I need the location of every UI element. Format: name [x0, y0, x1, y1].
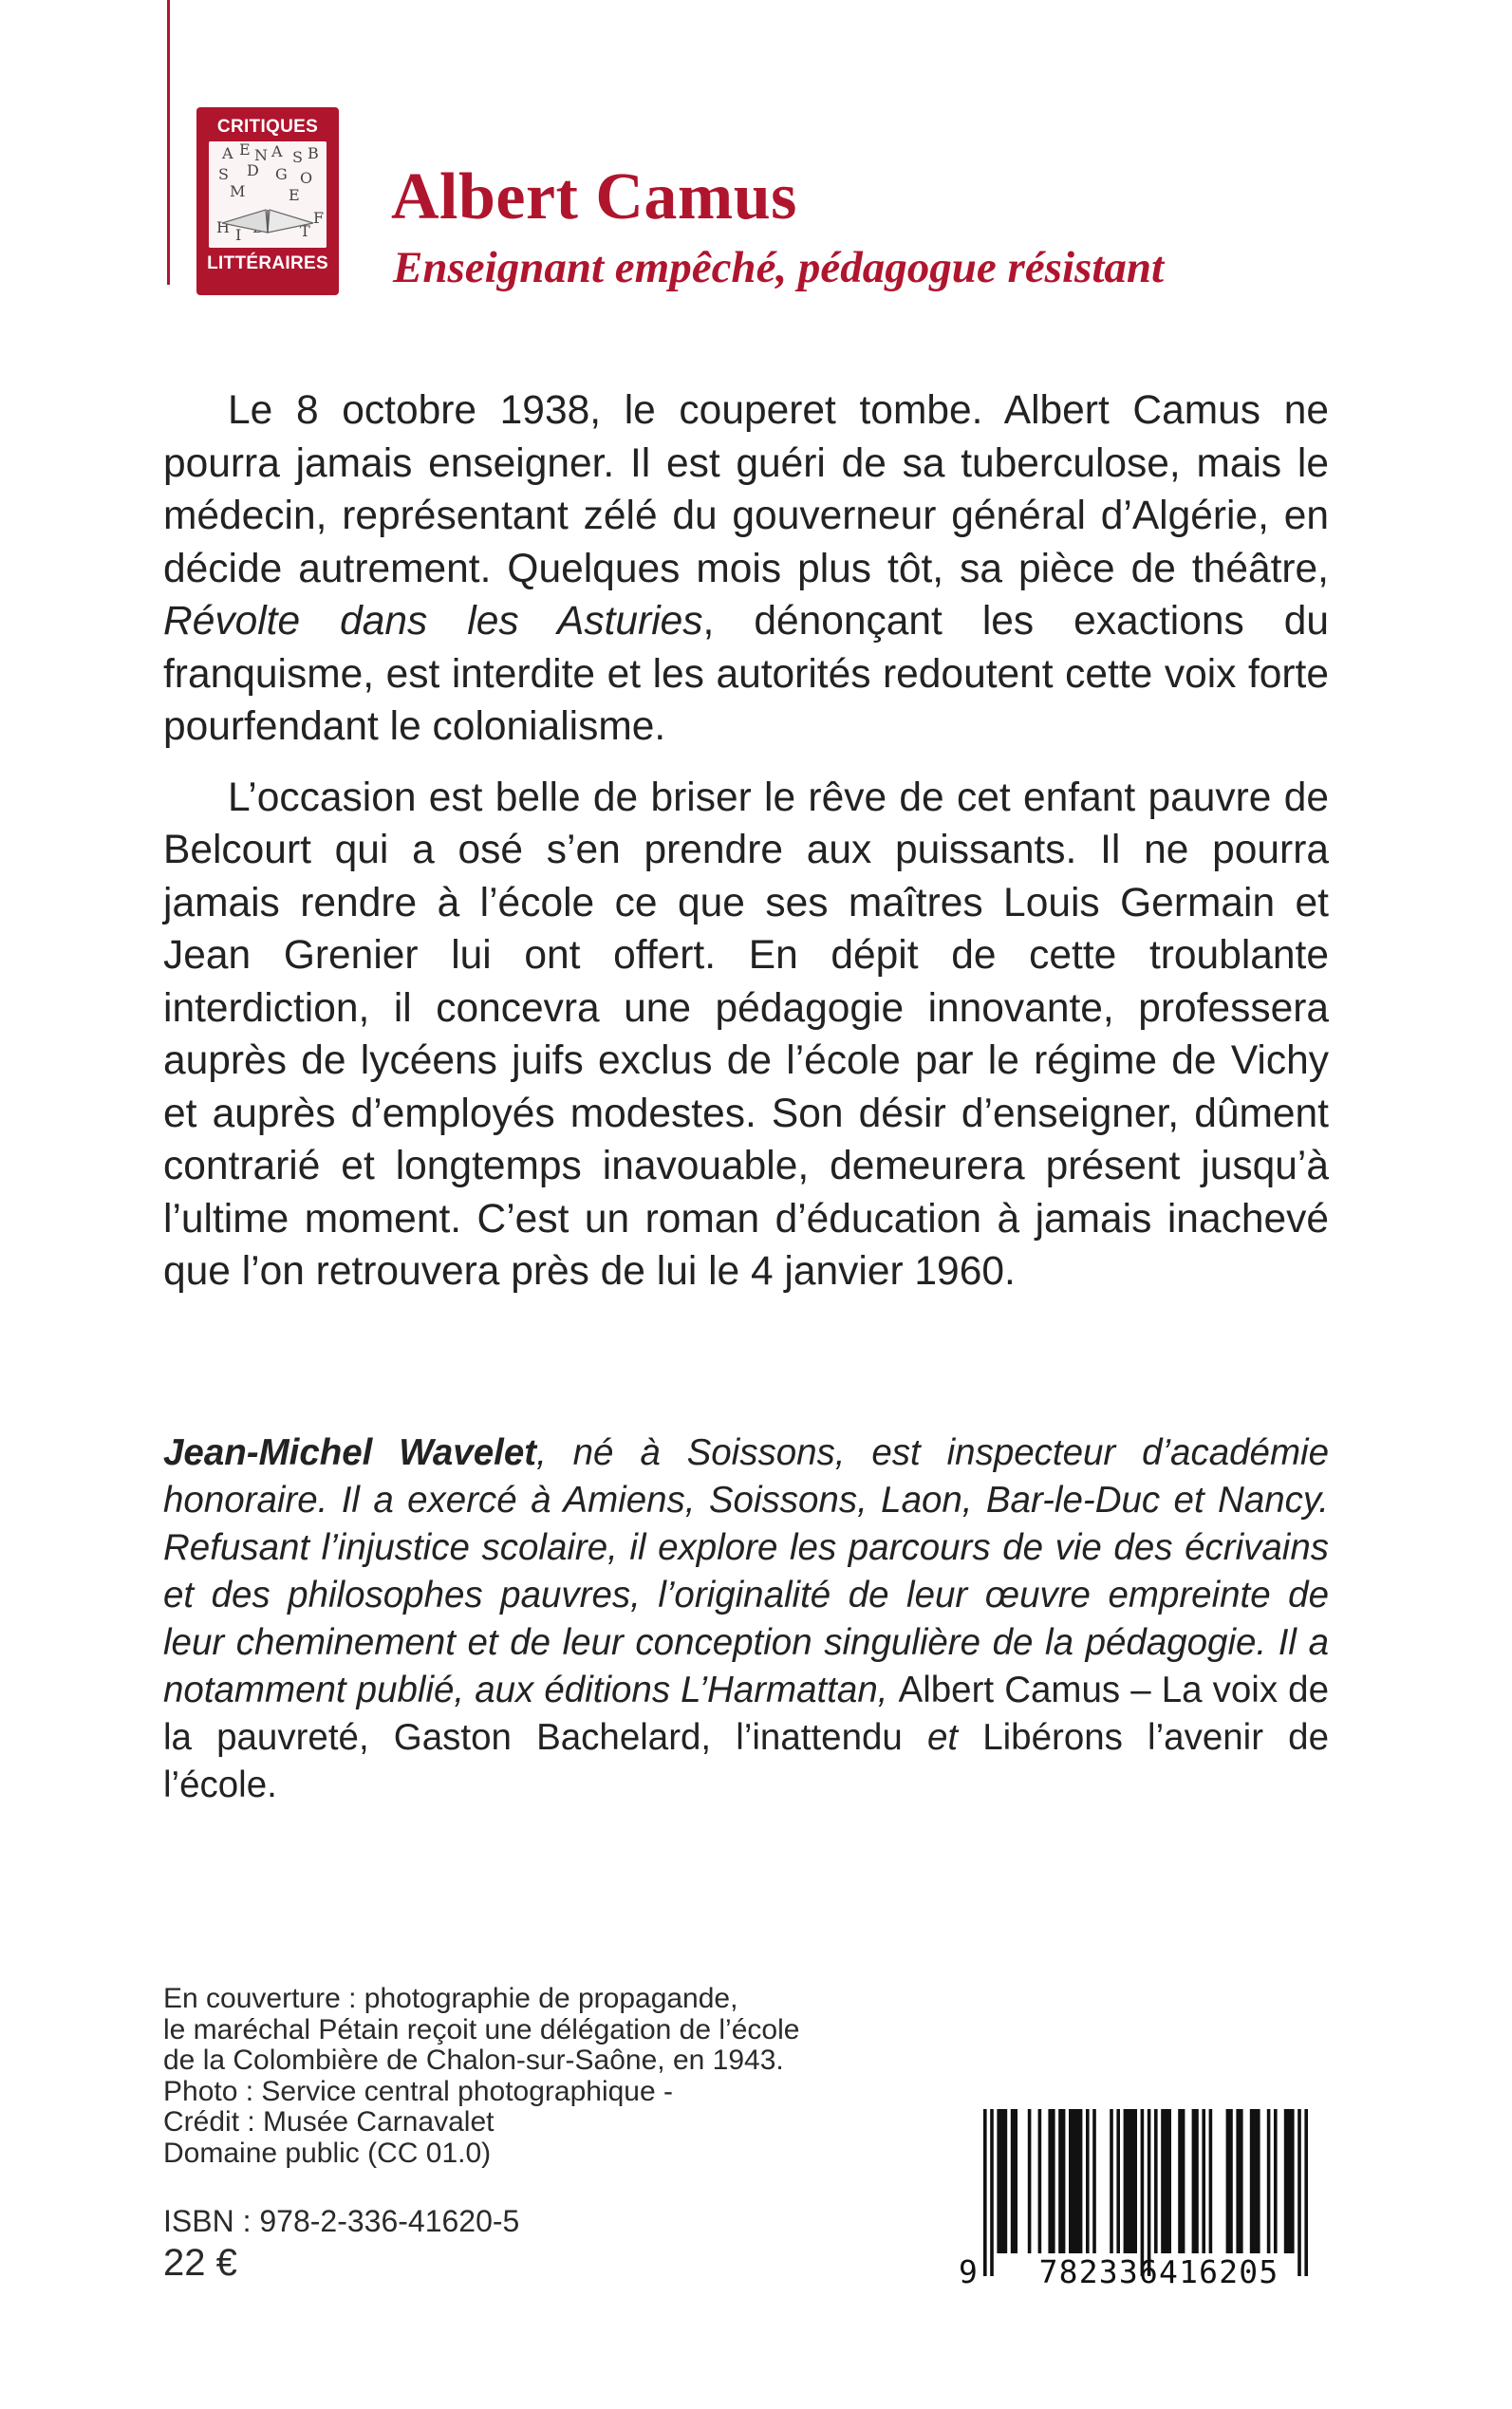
blurb-paragraph-2: L’occasion est belle de briser le rêve de cet enfant pauvre de Belcourt qui a osé s’en prendre aux puissants. Il ne pourra jamais rendre à l’école ce que ses maîtres Louis Germain et Jean Grenier lui ont offert. En dépit de cette troublante interdiction, il concevra une pédagogie innovante, professera auprès de lycéens juifs exclus de l’école par le régime de Vichy et auprès d’employés modestes. Son désir d’enseigner, dûment contrarié et longtemps inavouable, demeurera présent jusqu’à l’ultime moment. C’est un roman d’éducation à jamais inachevé que l’on retrouvera près de lui le 4 janvier 1960.: [163, 775, 1329, 1294]
svg-text:F: F: [313, 209, 325, 227]
barcode-bar: [1202, 2109, 1205, 2253]
barcode-bar: [990, 2109, 994, 2276]
barcode-bar: [1028, 2109, 1032, 2253]
bio-separator: ,: [358, 1717, 394, 1758]
barcode-bar: [1161, 2109, 1171, 2253]
barcode-rest-digits: 782336416205: [1038, 2253, 1279, 2290]
barcode-bar: [1226, 2109, 1233, 2253]
book-subtitle: Enseignant empêché, pédagogue résistant: [393, 243, 1165, 292]
barcode-bar: [1209, 2109, 1213, 2253]
barcode-bar: [1110, 2109, 1113, 2253]
svg-text:G: G: [275, 165, 288, 183]
barcode-bar: [1058, 2109, 1065, 2253]
svg-text:S: S: [218, 165, 229, 183]
book-title: Albert Camus: [391, 160, 797, 233]
barcode-bar: [1148, 2109, 1151, 2276]
accent-rule: [167, 0, 170, 285]
svg-text:S: S: [292, 148, 303, 166]
svg-text:H: H: [216, 218, 230, 236]
blurb-p1-part-a: Le 8 octobre 1938, le couperet tombe. Albert Camus ne pourra jamais enseigner. Il est guéri de sa tuberculose, mais le médecin, représentant zélé du gouverneur général d’Algérie, en décide autrement. Quelques mois plus tôt, sa pièce de théâtre,: [163, 388, 1329, 591]
credit-line: En couverture : photographie de propagande,: [163, 1983, 738, 2014]
blurb-p1-part-b: , dénonçant les exactions du franquisme, est interdite et les autorités redoutent cette voix forte pourfendant le colonialisme.: [163, 599, 1329, 749]
author-name: Jean-Michel Wavelet: [163, 1432, 537, 1473]
work-title-3: Libérons l’avenir de l’école: [163, 1717, 1329, 1805]
svg-text:D: D: [247, 161, 259, 179]
isbn: ISBN : 978-2-336-41620-5: [163, 2204, 520, 2238]
barcode: [959, 2103, 1331, 2293]
barcode-bar: [1236, 2109, 1242, 2253]
blurb: [163, 384, 1329, 1298]
barcode-bar: [1048, 2109, 1055, 2253]
credit-line: Crédit : Musée Carnavalet: [163, 2106, 495, 2138]
blurb-paragraph-1: [163, 384, 1329, 754]
credit-line: Domaine public (CC 01.0): [163, 2137, 492, 2169]
barcode-bar: [1086, 2109, 1090, 2253]
svg-text:A: A: [271, 142, 283, 160]
svg-text:N: N: [254, 146, 268, 164]
barcode-bar: [1304, 2109, 1308, 2276]
credit-line: Photo : Service central photographique -: [163, 2075, 673, 2107]
series-logo: [196, 107, 339, 295]
svg-text:M: M: [230, 182, 246, 200]
book-letters-icon: [209, 141, 327, 248]
credit-line: de la Colombière de Chalon-sur-Saône, en 1943.: [163, 2045, 784, 2076]
barcode-bar: [1069, 2109, 1082, 2253]
svg-text:E: E: [289, 186, 300, 204]
barcode-bar: [1116, 2109, 1120, 2253]
svg-text:T: T: [300, 222, 310, 240]
svg-text:B: B: [308, 144, 319, 162]
barcode-bar: [1154, 2109, 1158, 2253]
svg-text:O: O: [300, 169, 313, 187]
author-bio: [163, 1429, 1329, 1809]
barcode-bar: [1011, 2109, 1017, 2253]
barcode-bar: [1274, 2109, 1278, 2253]
svg-text:A: A: [222, 144, 233, 162]
svg-text:E: E: [239, 141, 251, 159]
cover-credits: [163, 1984, 847, 2169]
barcode-digits: [959, 2253, 1331, 2291]
logo-line-bottom: LITTÉRAIRES: [207, 253, 328, 273]
barcode-bar: [1124, 2109, 1137, 2253]
barcode-bar: [1297, 2109, 1301, 2276]
barcode-bar: [997, 2109, 1007, 2253]
barcode-bar: [983, 2109, 987, 2276]
barcode-first-digit: 9: [959, 2253, 978, 2290]
bio-end: .: [267, 1765, 277, 1805]
barcode-bar: [1092, 2109, 1096, 2253]
play-title: Révolte dans les Asturies: [163, 599, 703, 644]
barcode-bar: [1038, 2109, 1042, 2253]
svg-text:I: I: [235, 226, 242, 244]
bio-and: et: [902, 1717, 983, 1758]
barcode-bar: [1284, 2109, 1295, 2253]
barcode-bar: [1192, 2109, 1199, 2253]
price: 22 €: [163, 2242, 237, 2284]
bio-text: , né à Soissons, est inspecteur d’académie honoraire. Il a exercé à Amiens, Soissons, Laon, Bar-le-Duc et Nancy. Refusant l’injustice scolaire, il explore les parcours de vie des écrivains et des philosophes pauvres, l’originalité de leur œuvre empreinte de leur cheminement et de leur conception singulière de la pédagogie. Il a notamment publié, aux éditions L’Harmattan,: [163, 1432, 1329, 1710]
barcode-bar: [1178, 2109, 1185, 2253]
credit-line: le maréchal Pétain reçoit une délégation de l’école: [163, 2013, 800, 2045]
logo-line-top: CRITIQUES: [216, 117, 319, 137]
barcode-bar: [1250, 2109, 1260, 2253]
work-title-1: Albert Camus – La voix de la pauvreté: [163, 1670, 1330, 1758]
barcode-bar: [1141, 2109, 1145, 2276]
barcode-bar: [1267, 2109, 1271, 2253]
work-title-2: Gaston Bachelard, l’inattendu: [393, 1717, 903, 1758]
